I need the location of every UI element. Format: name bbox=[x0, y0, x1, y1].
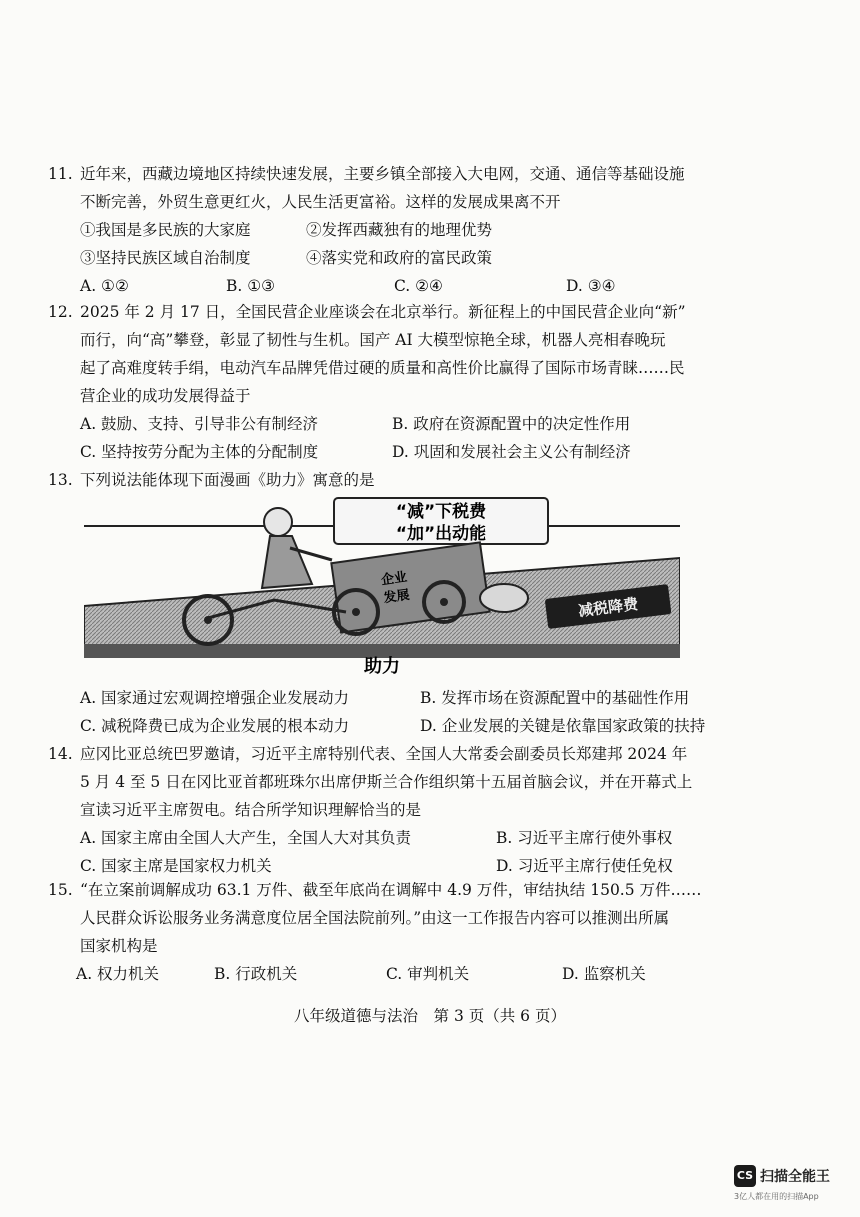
statement-row bbox=[48, 244, 788, 272]
option-b: B. 行政机关 bbox=[214, 965, 298, 983]
rider-body bbox=[262, 536, 312, 588]
statement: ①我国是多民族的大家庭 bbox=[80, 221, 251, 239]
option-c: C. ②④ bbox=[394, 277, 443, 295]
bubble-text-1: “减”下税费 bbox=[395, 502, 487, 522]
question-stem: 人民群众诉讼服务业务满意度位居全国法院前列。”由这一工作报告内容可以推测出所属 bbox=[80, 909, 670, 927]
question-stem: 而行，向“高”攀登，彰显了韧性与生机。国产 AI 大模型惊艳全球，机器人亮相春晚玩 bbox=[80, 331, 666, 349]
options-row bbox=[48, 712, 788, 740]
option-c: C. 坚持按劳分配为主体的分配制度 bbox=[80, 443, 319, 461]
question-stem: 应冈比亚总统巴罗邀请，习近平主席特别代表、全国人大常委会副委员长郑建邦 2024 年 bbox=[80, 745, 688, 763]
question-12 bbox=[48, 298, 788, 466]
option-d: D. ③④ bbox=[566, 277, 616, 295]
statement: ②发挥西藏独有的地理优势 bbox=[306, 221, 493, 239]
option-a: A. 鼓励、支持、引导非公有制经济 bbox=[80, 415, 319, 433]
question-number: 12. bbox=[48, 303, 73, 321]
options-row bbox=[48, 684, 788, 712]
question-stem: 宣读习近平主席贺电。结合所学知识理解恰当的是 bbox=[80, 801, 422, 819]
option-b: B. 习近平主席行使外事权 bbox=[496, 829, 673, 847]
question-number: 14. bbox=[48, 745, 73, 763]
scanner-watermark bbox=[734, 1165, 846, 1203]
option-a: A. 国家主席由全国人大产生，全国人大对其负责 bbox=[80, 829, 412, 847]
box-label-1: 企业 bbox=[380, 569, 409, 589]
option-a: A. 国家通过宏观调控增强企业发展动力 bbox=[80, 689, 350, 707]
option-d: D. 巩固和发展社会主义公有制经济 bbox=[392, 443, 631, 461]
option-d: D. 监察机关 bbox=[562, 965, 646, 983]
options-row bbox=[48, 272, 788, 300]
question-stem: 近年来，西藏边境地区持续快速发展，主要乡镇全部接入大电网，交通、通信等基础设施 bbox=[80, 165, 685, 183]
option-a: A. 权力机关 bbox=[76, 965, 160, 983]
options-row bbox=[48, 824, 788, 852]
question-stem: 营企业的成功发展得益于 bbox=[80, 387, 251, 405]
option-a: A. ①② bbox=[80, 277, 129, 295]
option-c: C. 国家主席是国家权力机关 bbox=[80, 857, 272, 875]
option-c: C. 减税降费已成为企业发展的根本动力 bbox=[80, 717, 350, 735]
bubble-text-2: “加”出动能 bbox=[395, 524, 487, 544]
option-d: D. 企业发展的关键是依靠国家政策的扶持 bbox=[420, 717, 706, 735]
question-11 bbox=[48, 160, 788, 300]
question-number: 15. bbox=[48, 881, 73, 899]
scanner-logo-icon: CS bbox=[734, 1165, 756, 1187]
comic-title: 助力 bbox=[364, 656, 400, 674]
helping-hand bbox=[480, 584, 528, 612]
question-13 bbox=[48, 466, 788, 494]
question-stem: 2025 年 2 月 17 日，全国民营企业座谈会在北京举行。新征程上的中国民营企业向“新” bbox=[80, 303, 686, 321]
box-label-2: 发展 bbox=[382, 587, 411, 607]
page-footer: 八年级道德与法治 第 3 页（共 6 页） bbox=[294, 1007, 566, 1025]
statement: ④落实党和政府的富民政策 bbox=[306, 249, 493, 267]
question-number: 11. bbox=[48, 165, 73, 183]
option-c: C. 审判机关 bbox=[386, 965, 470, 983]
option-b: B. 发挥市场在资源配置中的基础性作用 bbox=[420, 689, 690, 707]
options-row bbox=[48, 410, 788, 438]
rider-head bbox=[264, 508, 292, 536]
statement: ③坚持民族区域自治制度 bbox=[80, 249, 251, 267]
question-stem: 国家机构是 bbox=[80, 937, 158, 955]
statement-row bbox=[48, 216, 788, 244]
question-stem: 5 月 4 至 5 日在冈比亚首都班珠尔出席伊斯兰合作组织第十五届首脑会议，并在开幕式上 bbox=[80, 773, 693, 791]
scanner-app-name: 扫描全能王 bbox=[760, 1169, 830, 1185]
options-row bbox=[48, 438, 788, 466]
question-stem: 下列说法能体现下面漫画《助力》寓意的是 bbox=[80, 471, 375, 489]
ramp-label: 减税降费 bbox=[577, 594, 640, 621]
question-stem: “在立案前调解成功 63.1 万件、截至年底尚在调解中 4.9 万件，审结执结 150.5 万件…… bbox=[80, 881, 702, 899]
scanner-app-slogan: 3亿人都在用的扫描App bbox=[734, 1192, 819, 1201]
comic-illustration bbox=[84, 496, 680, 674]
question-stem: 起了高难度转手绢，电动汽车品牌凭借过硬的质量和高性价比赢得了国际市场青睐……民 bbox=[80, 359, 685, 377]
option-b: B. 政府在资源配置中的决定性作用 bbox=[392, 415, 631, 433]
question-13-options bbox=[48, 684, 788, 740]
question-14 bbox=[48, 740, 788, 880]
question-15 bbox=[48, 876, 788, 988]
option-b: B. ①③ bbox=[226, 277, 276, 295]
question-number: 13. bbox=[48, 471, 73, 489]
option-d: D. 习近平主席行使任免权 bbox=[496, 857, 673, 875]
question-stem: 不断完善，外贸生意更红火，人民生活更富裕。这样的发展成果离不开 bbox=[80, 193, 561, 211]
options-row bbox=[48, 960, 788, 988]
